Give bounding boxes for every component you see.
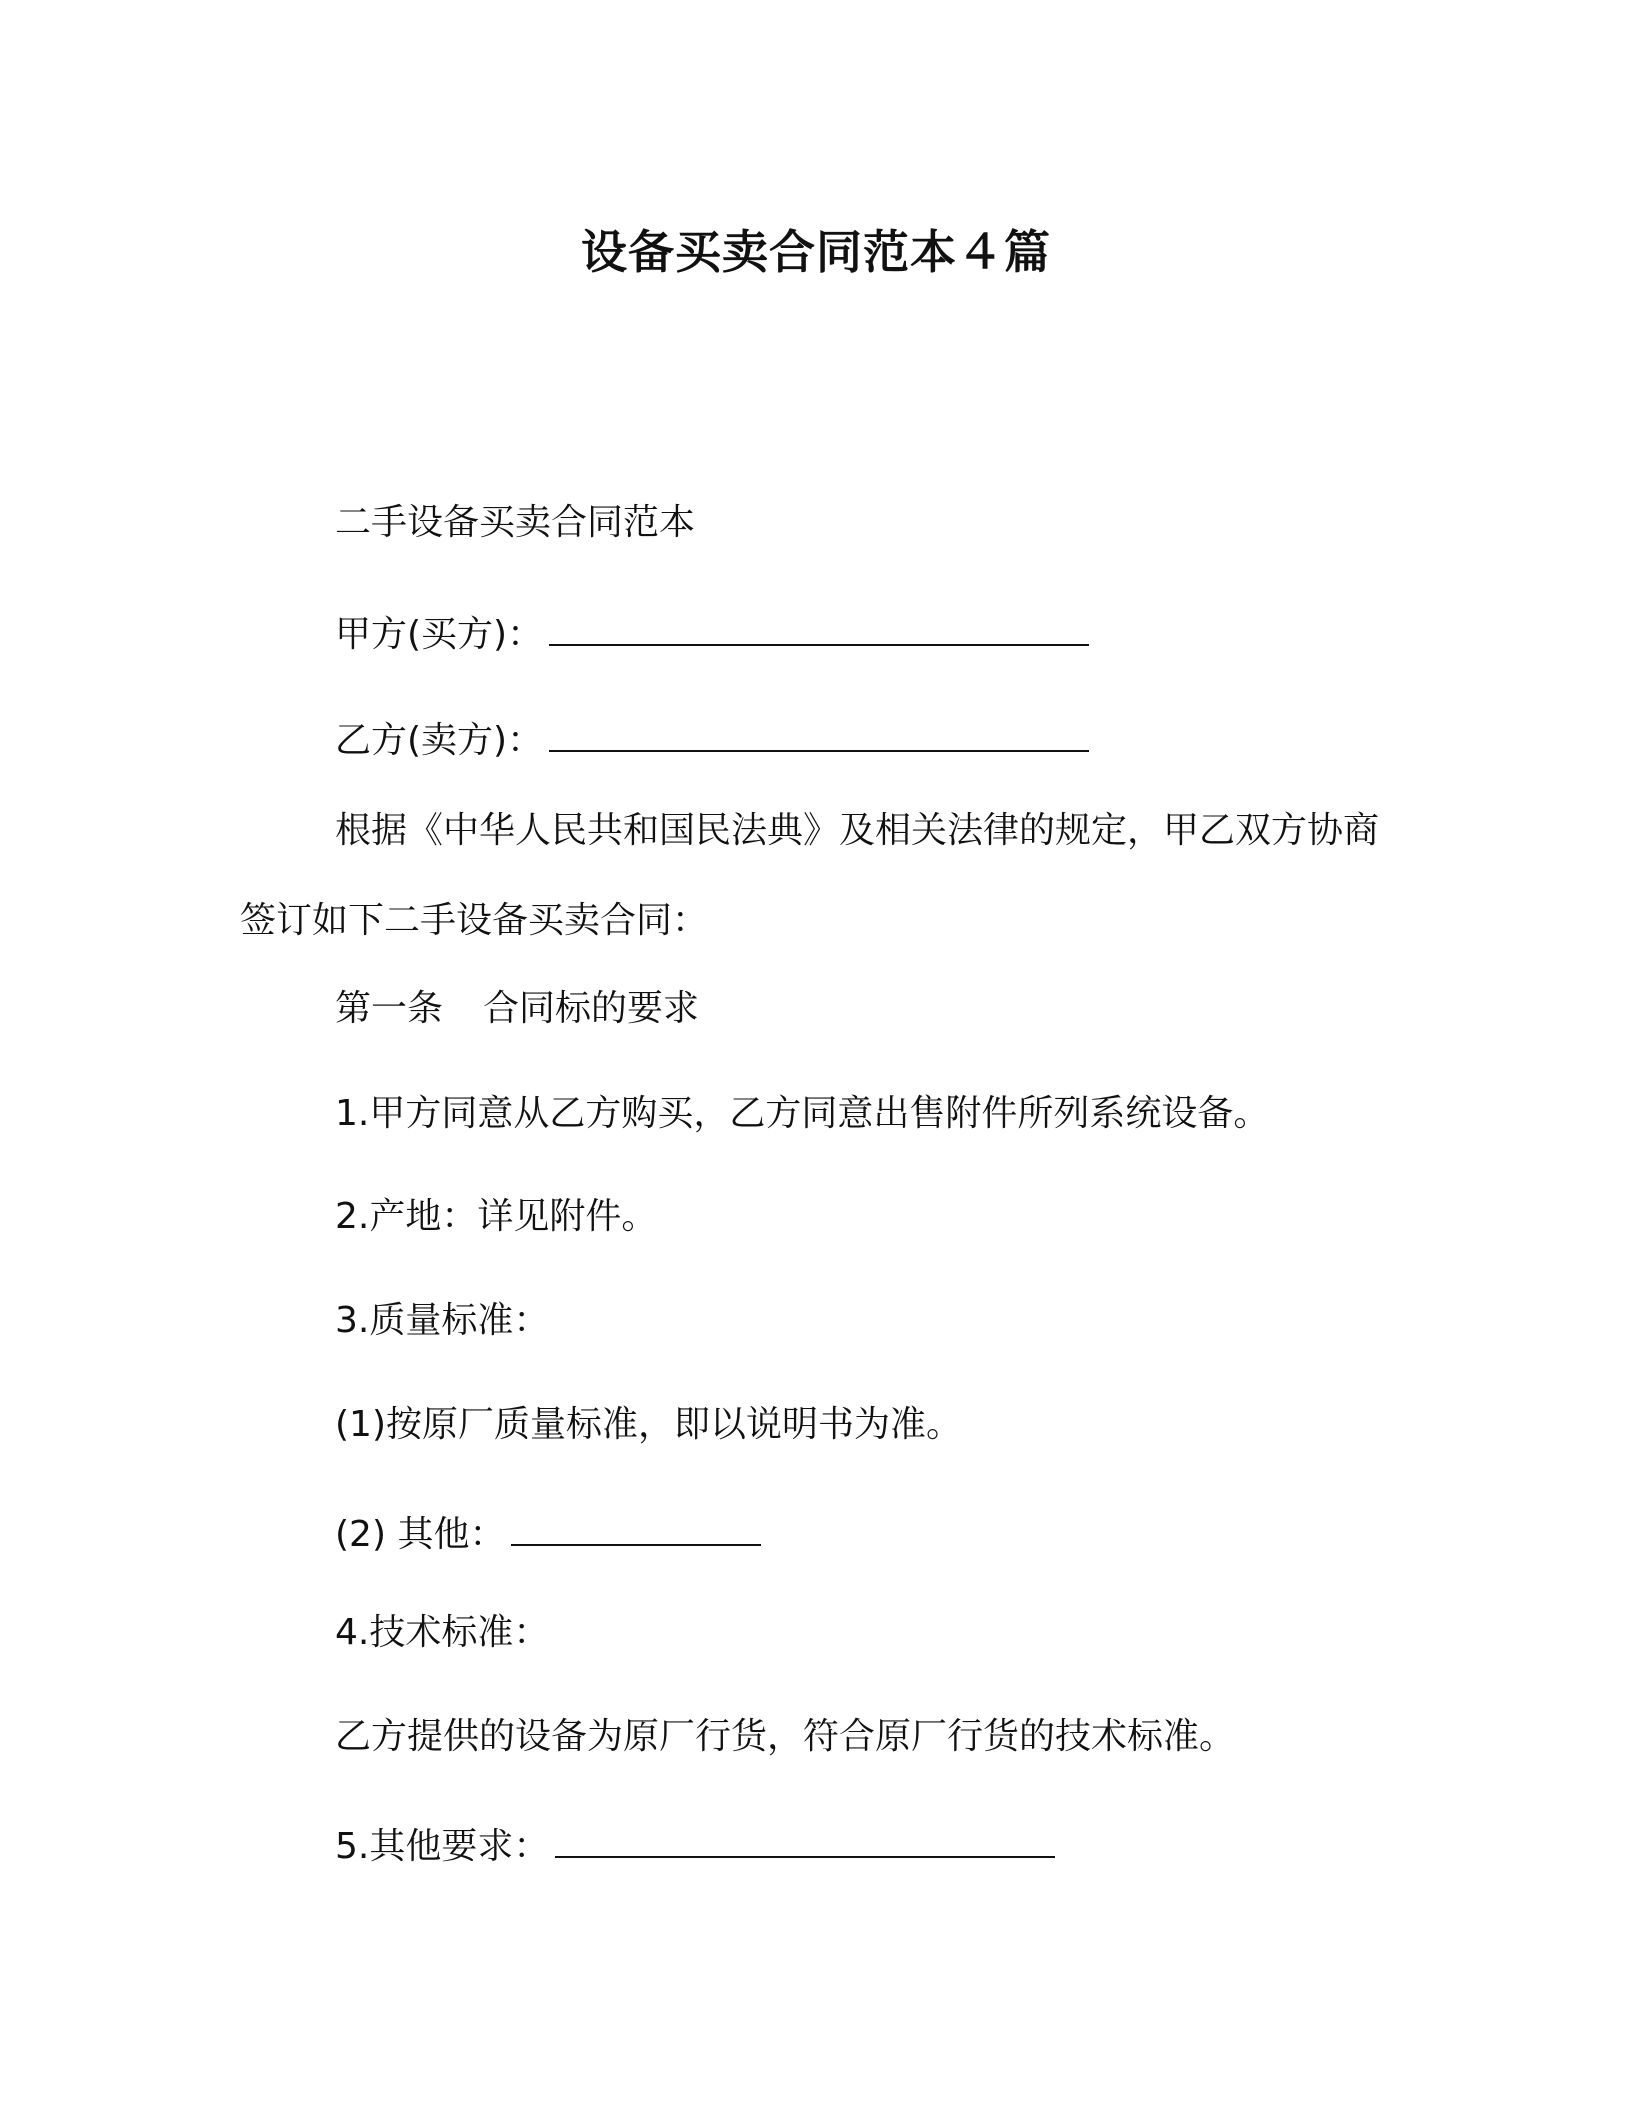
item-1: 1.甲方同意从乙方购买，乙方同意出售附件所列系统设备。 xyxy=(335,1093,1270,1134)
contract-subtitle: 二手设备买卖合同范本 xyxy=(335,502,696,543)
party-b-line xyxy=(335,710,1089,766)
party-a-label: 甲方(买方)： xyxy=(335,614,544,655)
article1-number: 第一条 xyxy=(335,988,444,1029)
party-a-line xyxy=(335,604,1089,660)
item-5-label: 5.其他要求： xyxy=(335,1826,550,1867)
item-3-2-blank xyxy=(511,1504,761,1546)
item-4: 4.技术标准： xyxy=(335,1612,550,1653)
item-4-text: 乙方提供的设备为原厂行货，符合原厂行货的技术标准。 xyxy=(335,1716,1236,1757)
item-3-2-line xyxy=(335,1504,761,1560)
item-3: 3.质量标准： xyxy=(335,1300,550,1341)
article1-heading xyxy=(335,984,699,1034)
party-b-blank xyxy=(549,710,1089,752)
party-a-blank xyxy=(549,604,1089,646)
intro-paragraph: 根据《中华人民共和国民法典》及相关法律的规定，甲乙双方协商签订如下二手设备买卖合同： xyxy=(240,810,1380,941)
item-3-2-label: (2) 其他： xyxy=(335,1514,506,1555)
document-title: 设备买卖合同范本４篇 xyxy=(581,225,1051,279)
item-3-1: (1)按原厂质量标准，即以说明书为准。 xyxy=(335,1404,962,1445)
item-5-blank xyxy=(555,1816,1055,1858)
item-2: 2.产地：详见附件。 xyxy=(335,1196,658,1237)
party-b-label: 乙方(卖方)： xyxy=(335,720,544,761)
article1-title: 合同标的要求 xyxy=(483,988,700,1029)
item-5-line xyxy=(335,1816,1055,1872)
